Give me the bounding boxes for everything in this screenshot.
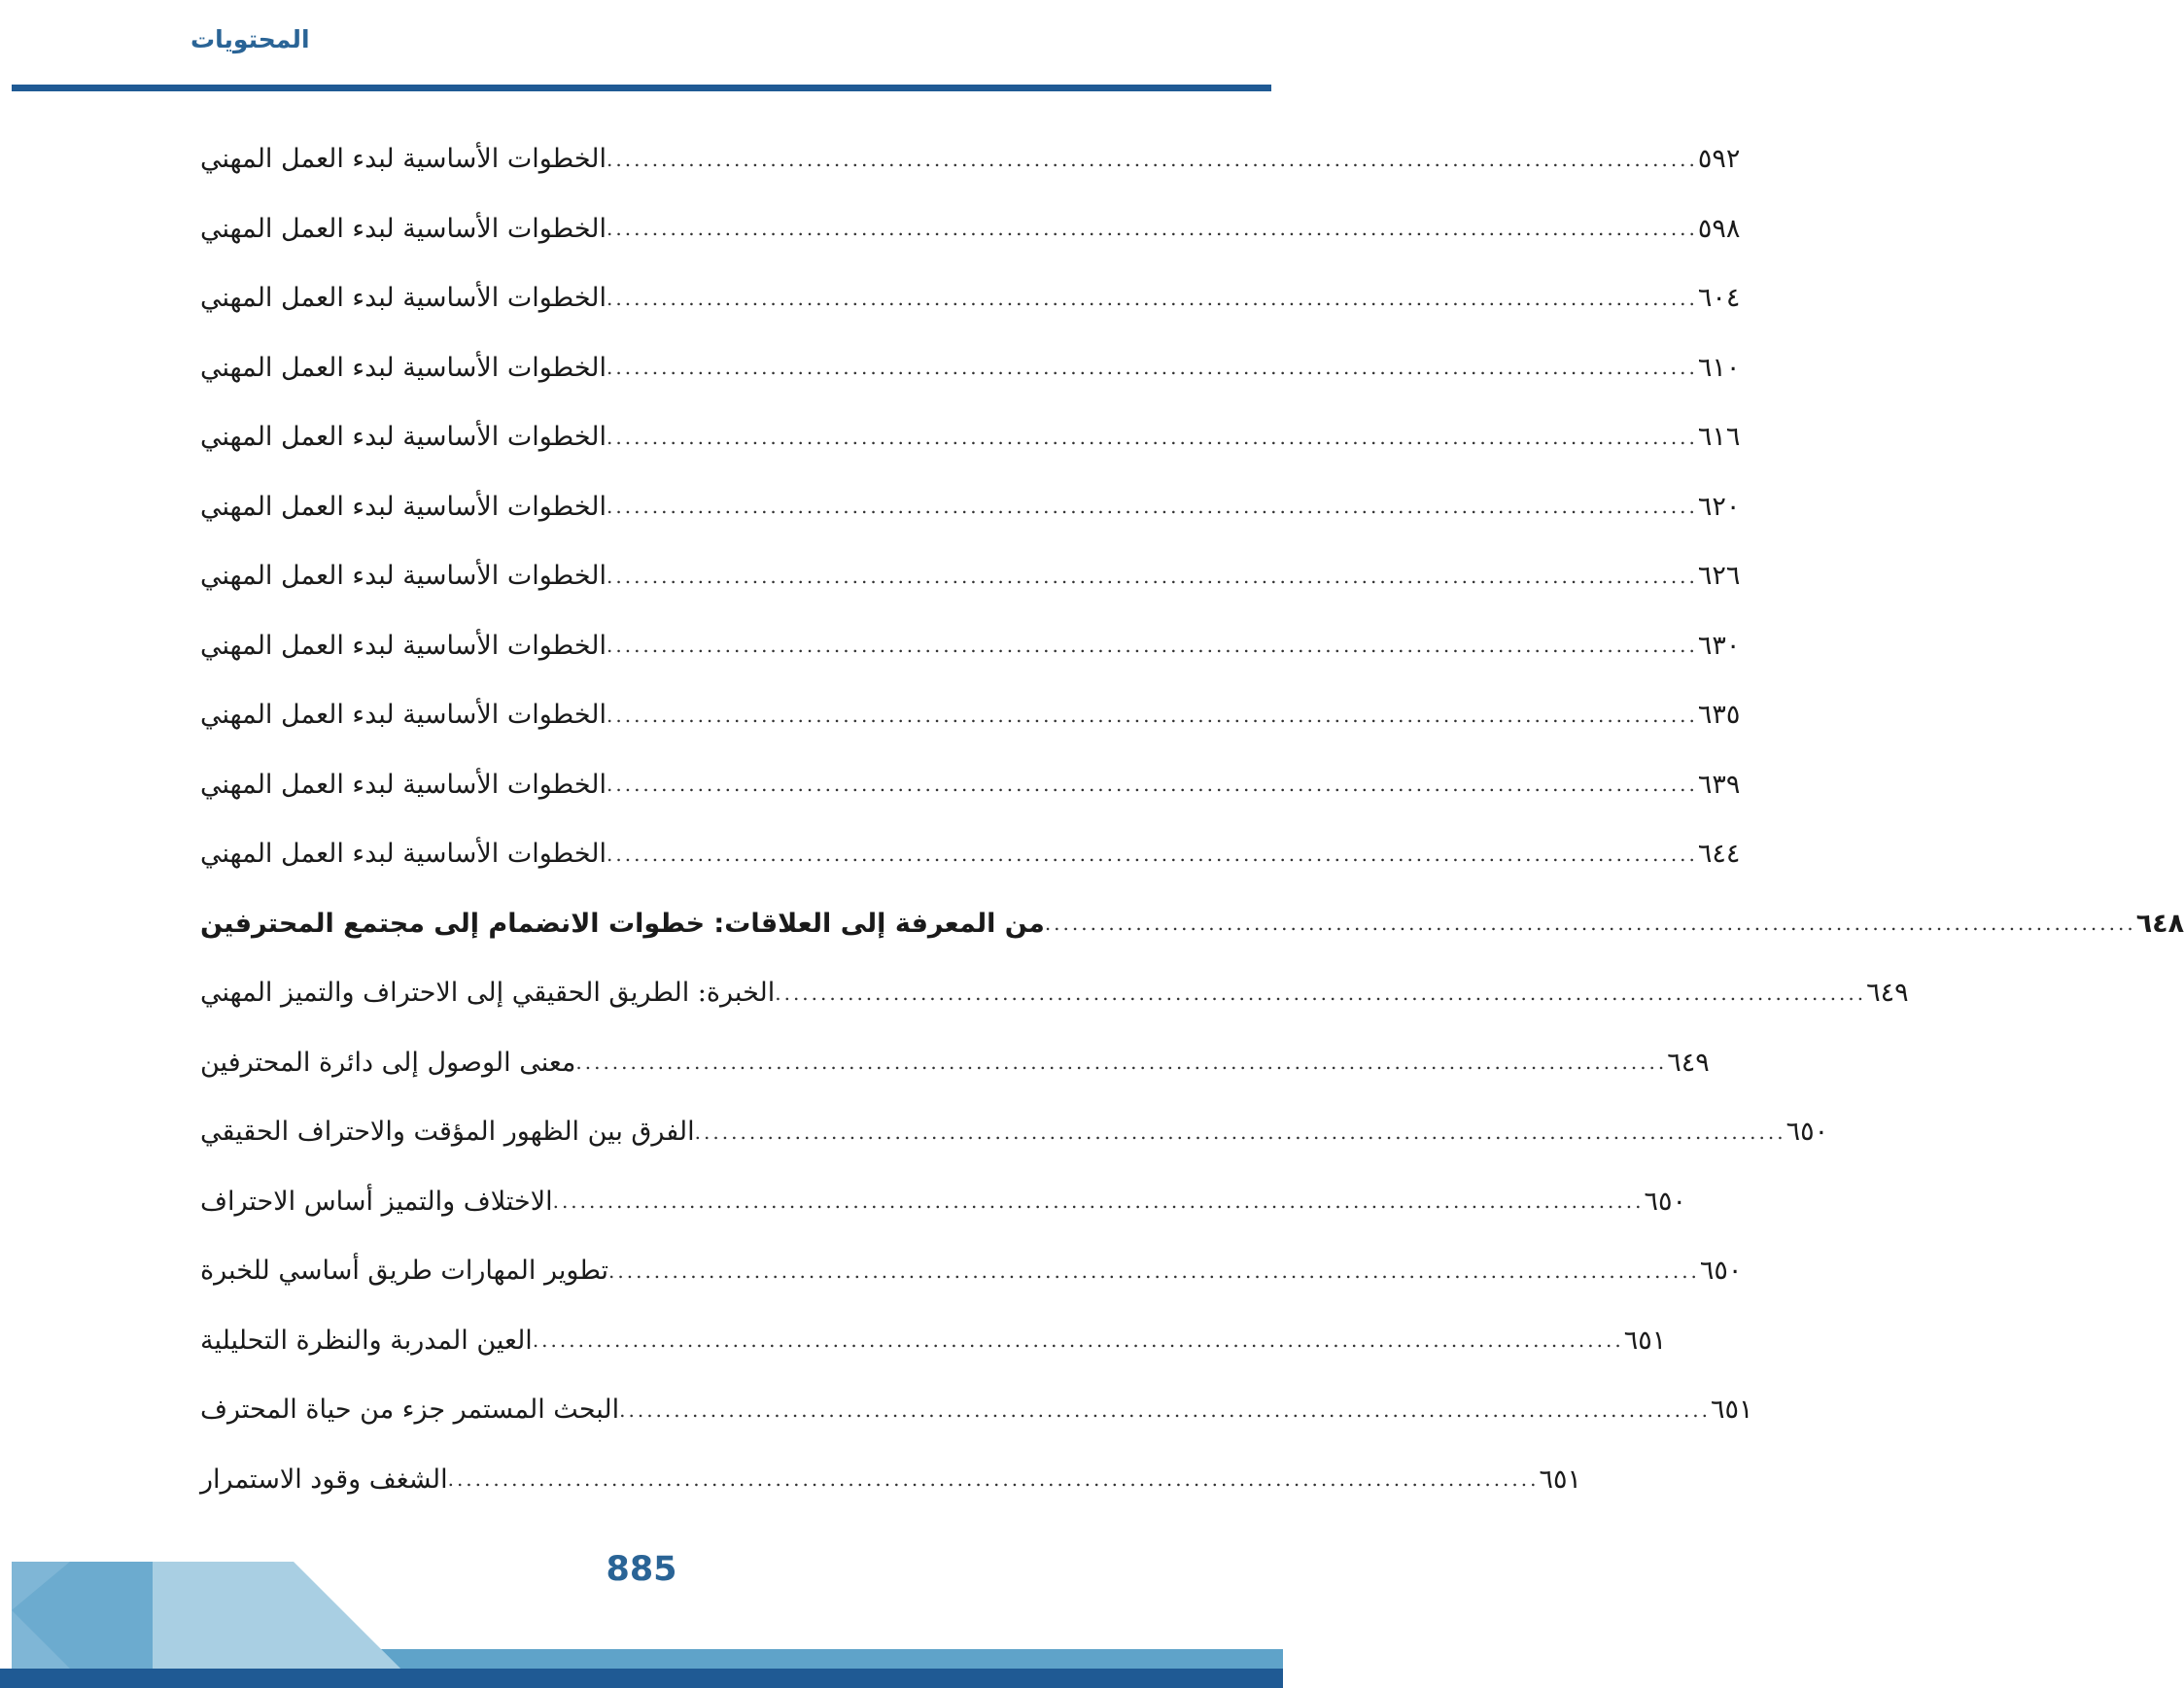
toc-entry [194, 1167, 1686, 1237]
toc-entry [194, 194, 1741, 264]
toc-entry-title: الخطوات الأساسية لبدء العمل المهني [200, 491, 607, 522]
toc-entry-page: ٦٤٩ [1866, 978, 1909, 1009]
toc-leader-dots: ........................................................................................................................ [607, 564, 1698, 588]
toc-entry [194, 680, 1741, 750]
toc-entry-page: ٦٥١ [1623, 1325, 1667, 1356]
toc-entry-page: ٦٤٩ [1667, 1047, 1710, 1078]
toc-entry [194, 124, 1741, 194]
toc-leader-dots: ........................................................................................................................ [694, 1120, 1786, 1144]
toc-entry [194, 333, 1741, 403]
toc-entry-title: الخطوات الأساسية لبدء العمل المهني [200, 422, 607, 453]
toc-entry-page: ٦٢٠ [1697, 491, 1741, 522]
toc-entry-page: ٦٥١ [1539, 1464, 1581, 1495]
toc-entry-page: ٦٢٦ [1697, 561, 1741, 592]
toc-leader-dots: ........................................................................................................................ [607, 634, 1698, 658]
toc-entry [194, 750, 1741, 820]
toc-entry-title: الخطوات الأساسية لبدء العمل المهني [200, 283, 607, 314]
toc-section-heading [194, 889, 2184, 959]
toc-entry-title: الخطوات الأساسية لبدء العمل المهني [200, 700, 607, 731]
toc-leader-dots: ........................................................................................................................ [447, 1467, 1540, 1492]
toc-leader-dots: ........................................................................................................................ [575, 1051, 1668, 1075]
toc-leader-dots: ........................................................................................................................ [607, 773, 1698, 797]
toc-entry-title: تطوير المهارات طريق أساسي للخبرة [200, 1256, 609, 1287]
toc-entry [194, 1306, 1667, 1376]
toc-entry-page: ٦٣٩ [1697, 769, 1741, 800]
toc-entry [194, 541, 1741, 611]
toc-leader-dots: ........................................................................................................................ [607, 425, 1698, 449]
toc-entry-title: الخطوات الأساسية لبدء العمل المهني [200, 352, 607, 383]
toc-entry-page: ٦٤٨ [2135, 908, 2184, 939]
toc-entry-page: ٦٥١ [1711, 1395, 1753, 1426]
toc-leader-dots: ........................................................................................................................ [552, 1189, 1645, 1214]
running-header-title: المحتويات [191, 25, 310, 53]
toc-entry-title: العين المدربة والنظرة التحليلية [200, 1325, 533, 1356]
toc-entry-title: من المعرفة إلى العلاقات: خطوات الانضمام إلى مجتمع المحترفين [200, 908, 1045, 939]
toc-leader-dots: ........................................................................................................................ [607, 217, 1698, 241]
toc-leader-dots: ........................................................................................................................ [607, 703, 1698, 727]
toc-entry-title: الفرق بين الظهور المؤقت والاحتراف الحقيقي [200, 1117, 695, 1148]
toc-entry [194, 1028, 1710, 1098]
toc-entry-title: الخطوات الأساسية لبدء العمل المهني [200, 630, 607, 661]
toc-leader-dots: ........................................................................................................................ [619, 1397, 1712, 1422]
toc-entry-title: الشغف وقود الاستمرار [200, 1464, 448, 1495]
toc-leader-dots: ........................................................................................................................ [607, 286, 1698, 310]
toc-entry-title: الخطوات الأساسية لبدء العمل المهني [200, 769, 607, 800]
toc-entry-title: الخطوات الأساسية لبدء العمل المهني [200, 839, 607, 870]
toc-entry-title: معنى الوصول إلى دائرة المحترفين [200, 1047, 576, 1078]
toc-entry-page: ٥٩٨ [1697, 213, 1741, 244]
toc-entry-page: ٦٣٥ [1697, 700, 1741, 731]
toc-entry [194, 472, 1741, 542]
toc-leader-dots: ........................................................................................................................ [607, 842, 1698, 866]
toc-leader-dots: ........................................................................................................................ [607, 147, 1698, 171]
page-number: 885 [606, 1550, 677, 1589]
table-of-contents [194, 124, 2184, 1514]
toc-leader-dots: ........................................................................................................................ [607, 495, 1698, 519]
toc-entry-page: ٦٥٠ [1785, 1117, 1829, 1148]
toc-entry [194, 402, 1741, 472]
toc-leader-dots: ........................................................................................................................ [1044, 912, 2136, 936]
toc-leader-dots: ........................................................................................................................ [532, 1328, 1624, 1353]
toc-entry [194, 819, 1741, 889]
toc-entry-title: البحث المستمر جزء من حياة المحترف [200, 1395, 620, 1426]
toc-entry [194, 1445, 1581, 1515]
toc-entry-title: الخبرة: الطريق الحقيقي إلى الاحتراف والتميز المهني [200, 978, 776, 1009]
toc-leader-dots: ........................................................................................................................ [775, 981, 1867, 1005]
toc-entry-page: ٦٤٤ [1697, 839, 1741, 870]
toc-leader-dots: ........................................................................................................................ [608, 1258, 1700, 1283]
toc-entry [194, 611, 1741, 681]
toc-entry-page: ٦٠٤ [1697, 283, 1741, 314]
header-rule [12, 85, 1271, 91]
toc-entry [194, 263, 1741, 333]
toc-entry-title: الاختلاف والتميز أساس الاحتراف [200, 1186, 553, 1217]
toc-entry-page: ٥٩٢ [1697, 144, 1741, 175]
toc-entry [194, 1236, 1743, 1306]
toc-entry-title: الخطوات الأساسية لبدء العمل المهني [200, 213, 607, 244]
toc-entry [194, 1375, 1753, 1445]
toc-entry-page: ٦٣٠ [1697, 630, 1741, 661]
toc-entry [194, 1097, 1829, 1167]
toc-entry-page: ٦٥٠ [1644, 1186, 1686, 1217]
footer-stripe [381, 1649, 1283, 1669]
toc-entry-title: الخطوات الأساسية لبدء العمل المهني [200, 561, 607, 592]
toc-entry [194, 958, 1909, 1028]
toc-entry-page: ٦١٦ [1697, 422, 1741, 453]
toc-entry-page: ٦٥٠ [1699, 1256, 1743, 1287]
footer-bar [0, 1669, 1283, 1688]
toc-entry-title: الخطوات الأساسية لبدء العمل المهني [200, 144, 607, 175]
toc-entry-page: ٦١٠ [1697, 352, 1741, 383]
toc-leader-dots: ........................................................................................................................ [607, 356, 1698, 380]
